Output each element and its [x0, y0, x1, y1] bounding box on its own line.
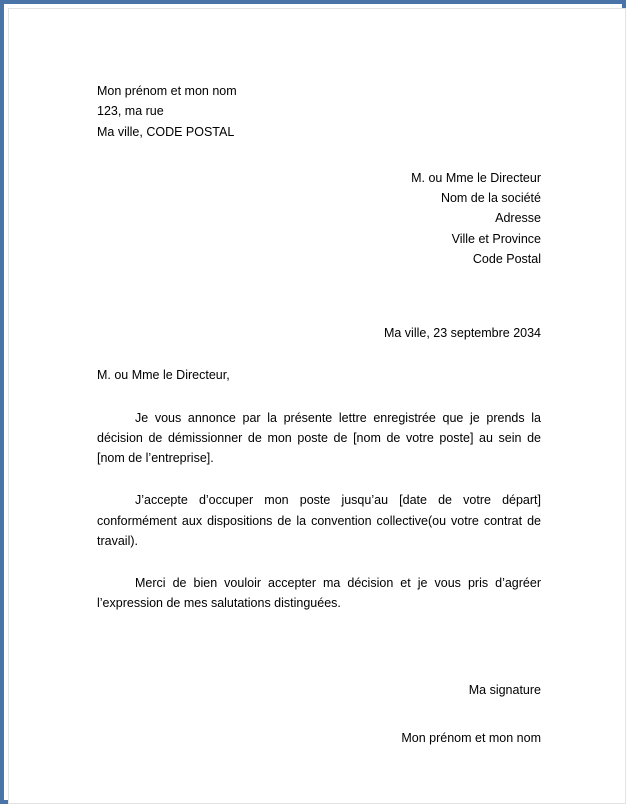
- signature-label: Ma signature: [468, 682, 541, 697]
- body-paragraph-2: J’accepte d’occuper mon poste jusqu’au [date de votre départ] conformément aux dispositions de la convention collective(ou votre contrat de travail).: [97, 493, 541, 548]
- body-paragraph-1: Je vous annonce par la présente lettre enregistrée que je prends la décision de démissionner de mon poste de [nom de votre poste] au sein de [nom de l’entreprise].: [97, 410, 541, 465]
- signature-name: Mon prénom et mon nom: [401, 730, 541, 745]
- recipient-line-company: Nom de la société: [440, 191, 541, 205]
- recipient-line-postal-code: Code Postal: [472, 251, 541, 266]
- recipient-line-address: Adresse: [495, 211, 541, 226]
- letter-body: [9, 9, 626, 805]
- sender-line-street: 123, ma rue: [97, 104, 164, 119]
- sender-address-block: [97, 81, 541, 142]
- sender-line-city: Ma ville, CODE POSTAL: [97, 124, 235, 139]
- document-page: [8, 8, 626, 804]
- recipient-line-title: M. ou Mme le Directeur: [411, 170, 541, 185]
- recipient-address-block: [97, 168, 541, 269]
- body-paragraph-3: Merci de bien vouloir accepter ma décision et je vous pris d’agréer l’expression de mes salutations distinguées.: [97, 576, 541, 611]
- date-line: Ma ville, 23 septembre 2034: [383, 326, 541, 340]
- sender-line-name: Mon prénom et mon nom: [97, 84, 237, 98]
- salutation-line: M. ou Mme le Directeur,: [97, 368, 230, 383]
- recipient-line-city-province: Ville et Province: [451, 231, 541, 246]
